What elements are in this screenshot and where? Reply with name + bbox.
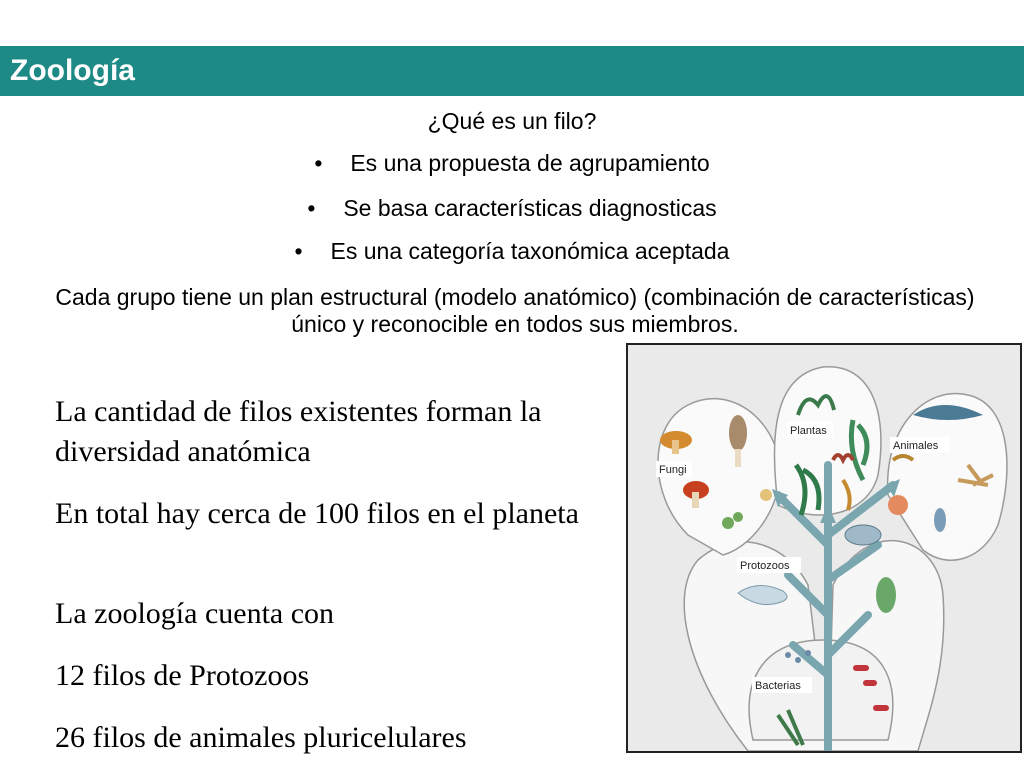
- body-line: La zoología cuenta con: [55, 597, 335, 630]
- tree-of-life-figure: [626, 343, 1022, 753]
- bullet-item: [0, 238, 1024, 265]
- bullet-dot: •: [314, 150, 323, 176]
- label-protozoos: Protozoos: [740, 560, 790, 572]
- label-fungi: Fungi: [659, 464, 687, 476]
- bullet-item: [0, 195, 1024, 222]
- bullet-text: Es una propuesta de agrupamiento: [350, 150, 710, 176]
- bullet-dot: •: [307, 195, 316, 221]
- label-plantas: Plantas: [790, 425, 827, 437]
- bullet-text: Se basa características diagnosticas: [343, 195, 717, 221]
- bullet-dot: •: [294, 238, 303, 264]
- question-heading: ¿Qué es un filo?: [427, 108, 597, 134]
- body-line: En total hay cerca de 100 filos en el planeta: [55, 497, 579, 530]
- title-bar: [0, 46, 1024, 96]
- label-bacterias: Bacterias: [755, 680, 801, 692]
- bullet-item: [0, 150, 1024, 177]
- slide-title: Zoología: [10, 54, 135, 87]
- tree-of-life-illustration: [628, 345, 1020, 751]
- body-line: 12 filos de Protozoos: [55, 659, 310, 692]
- definition-paragraph: Cada grupo tiene un plan estructural (modelo anatómico) (combinación de características) único y reconocible en todos sus miembros.: [55, 284, 975, 337]
- body-line: 26 filos de animales pluricelulares: [55, 721, 467, 754]
- bullet-text: Es una categoría taxonómica aceptada: [330, 238, 730, 264]
- label-animales: Animales: [893, 440, 939, 452]
- body-line: La cantidad de filos existentes forman la diversidad anatómica: [55, 395, 542, 468]
